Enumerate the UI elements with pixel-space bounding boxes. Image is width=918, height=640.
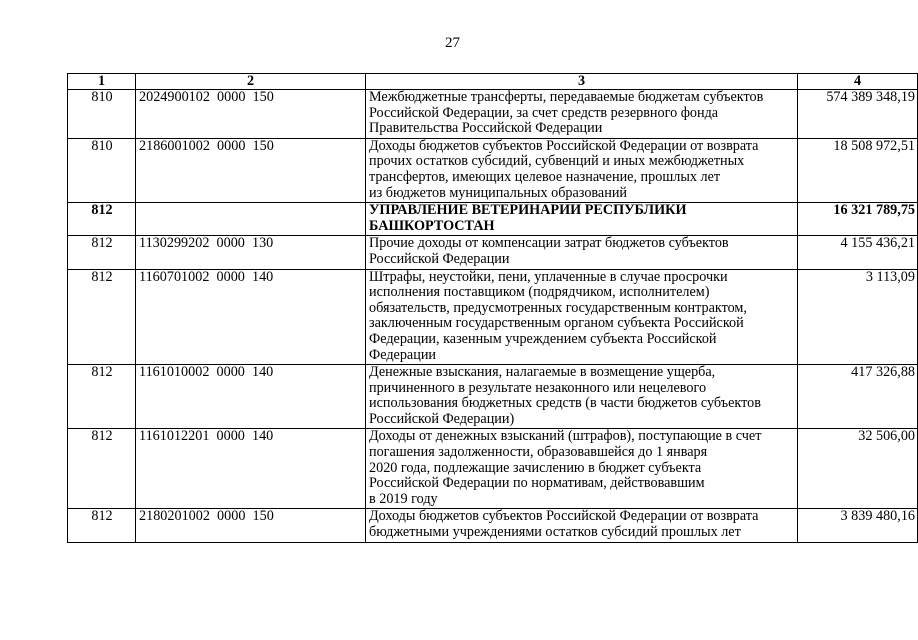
budget-code-cell: 1161012201 0000 140 (136, 429, 366, 509)
budget-code-cell: 2186001002 0000 150 (136, 138, 366, 202)
amount-cell: 3 839 480,16 (798, 509, 918, 542)
table-row (68, 138, 918, 202)
admin-code-cell: 812 (68, 365, 136, 429)
table-row (68, 203, 918, 236)
column-header-budget-code: 2 (136, 74, 366, 90)
description-cell: Доходы бюджетов субъектов Российской Федерации от возврата бюджетными учреждениями остатков субсидий прошлых лет (366, 509, 798, 542)
admin-code-cell: 812 (68, 509, 136, 542)
budget-code-cell: 2180201002 0000 150 (136, 509, 366, 542)
column-header-admin-code: 1 (68, 74, 136, 90)
admin-code-cell: 810 (68, 90, 136, 139)
amount-cell: 16 321 789,75 (798, 203, 918, 236)
amount-cell: 18 508 972,51 (798, 138, 918, 202)
amount-cell: 417 326,88 (798, 365, 918, 429)
table-row (68, 269, 918, 365)
amount-cell: 32 506,00 (798, 429, 918, 509)
budget-code-cell: 1161010002 0000 140 (136, 365, 366, 429)
table-row (68, 365, 918, 429)
budget-code-cell: 2024900102 0000 150 (136, 90, 366, 139)
budget-code-cell: 1130299202 0000 130 (136, 236, 366, 269)
description-cell: УПРАВЛЕНИЕ ВЕТЕРИНАРИИ РЕСПУБЛИКИ БАШКОРТОСТАН (366, 203, 798, 236)
description-cell: Доходы бюджетов субъектов Российской Федерации от возврата прочих остатков субсидий, субвенций и иных межбюджетных трансфертов, имеющих целевое назначение, прошлых лет из бюджетов муниципальных образований (366, 138, 798, 202)
admin-code-cell: 810 (68, 138, 136, 202)
admin-code-cell: 812 (68, 203, 136, 236)
page-number: 27 (445, 35, 460, 51)
admin-code-cell: 812 (68, 236, 136, 269)
table-row (68, 429, 918, 509)
amount-cell: 574 389 348,19 (798, 90, 918, 139)
admin-code-cell: 812 (68, 269, 136, 365)
description-cell: Денежные взыскания, налагаемые в возмещение ущерба, причиненного в результате незаконного или нецелевого использования бюджетных средств (в части бюджетов субъектов Российской Федерации) (366, 365, 798, 429)
table-row (68, 236, 918, 269)
description-cell: Межбюджетные трансферты, передаваемые бюджетам субъектов Российской Федерации, за счет средств резервного фонда Правительства Российской Федерации (366, 90, 798, 139)
column-header-description: 3 (366, 74, 798, 90)
description-cell: Прочие доходы от компенсации затрат бюджетов субъектов Российской Федерации (366, 236, 798, 269)
table-header-row (68, 74, 918, 90)
amount-cell: 4 155 436,21 (798, 236, 918, 269)
description-cell: Штрафы, неустойки, пени, уплаченные в случае просрочки исполнения поставщиком (подрядчиком, исполнителем) обязательств, предусмотренных государственным контрактом, заключенным государственным органом субъекта Российской Федерации, казенным учреждением субъекта Российской Федерации (366, 269, 798, 365)
budget-code-cell: 1160701002 0000 140 (136, 269, 366, 365)
description-cell: Доходы от денежных взысканий (штрафов), поступающие в счет погашения задолженности, образовавшейся до 1 января 2020 года, подлежащие зачислению в бюджет субъекта Российской Федерации по нормативам, действовавшим в 2019 году (366, 429, 798, 509)
column-header-amount: 4 (798, 74, 918, 90)
revenue-table (67, 73, 918, 543)
table-row (68, 509, 918, 542)
table-row (68, 90, 918, 139)
amount-cell: 3 113,09 (798, 269, 918, 365)
budget-code-cell (136, 203, 366, 236)
admin-code-cell: 812 (68, 429, 136, 509)
